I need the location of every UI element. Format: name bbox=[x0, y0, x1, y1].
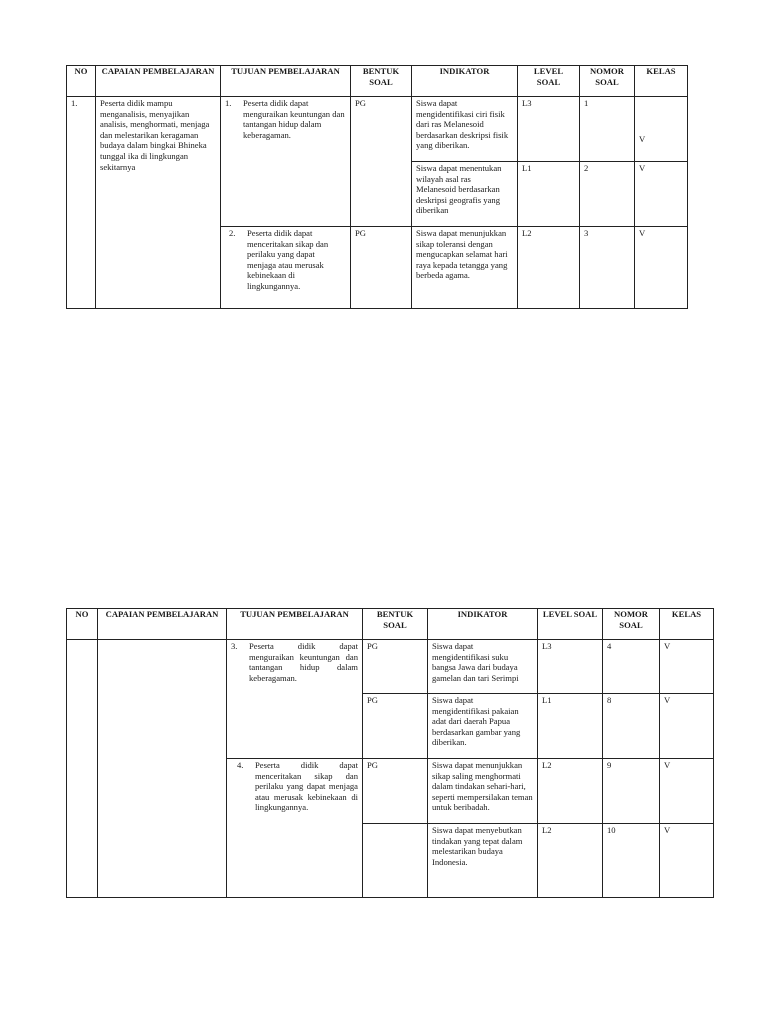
bentuk-soal bbox=[363, 824, 428, 898]
bentuk-soal: PG bbox=[363, 640, 428, 694]
nomor-soal: 9 bbox=[603, 759, 660, 824]
header-level: LEVEL SOAL bbox=[538, 609, 603, 640]
tujuan-text: Peserta didik dapat menceritakan sikap dan perilaku yang dapat menjaga atau merusak kebinekaan di lingkungannya. bbox=[247, 228, 329, 291]
header-tujuan: TUJUAN PEMBELAJARAN bbox=[221, 66, 351, 97]
tujuan-item bbox=[225, 228, 346, 292]
nomor-soal: 2 bbox=[580, 162, 635, 227]
nomor-soal: 4 bbox=[603, 640, 660, 694]
indikator-text: Siswa dapat menunjukkan sikap toleransi dengan mengucapkan selamat hari raya kepada tetangga yang berbeda agama. bbox=[412, 227, 518, 309]
level-soal: L2 bbox=[538, 824, 603, 898]
level-soal: L2 bbox=[538, 759, 603, 824]
header-row bbox=[67, 609, 714, 640]
indikator-text: Siswa dapat menyebutkan tindakan yang tepat dalam melestarikan budaya Indonesia. bbox=[428, 824, 538, 898]
bentuk-soal: PG bbox=[351, 97, 412, 227]
kelas: V bbox=[660, 694, 714, 759]
header-nomor: NOMOR SOAL bbox=[580, 66, 635, 97]
tujuan-cell bbox=[221, 97, 351, 227]
header-no: NO bbox=[67, 609, 98, 640]
header-bentuk: BENTUK SOAL bbox=[363, 609, 428, 640]
tujuan-number: 4. bbox=[237, 760, 244, 770]
tujuan-item bbox=[231, 760, 358, 813]
kelas: V bbox=[635, 227, 688, 309]
tujuan-cell bbox=[227, 640, 363, 759]
tujuan-cell bbox=[227, 759, 363, 898]
tujuan-item bbox=[225, 98, 346, 140]
nomor-soal: 1 bbox=[580, 97, 635, 162]
table-row bbox=[67, 97, 688, 162]
tujuan-number: 2. bbox=[229, 228, 236, 238]
kelas: V bbox=[660, 824, 714, 898]
indikator-text: Siswa dapat menentukan wilayah asal ras Melanesoid berdasarkan deskripsi geografis yang diberikan bbox=[412, 162, 518, 227]
header-capaian: CAPAIAN PEMBELAJARAN bbox=[98, 609, 227, 640]
tujuan-text: Peserta didik dapat menceritakan sikap dan perilaku yang dapat menjaga atau merusak kebinekaan di lingkungannya. bbox=[255, 760, 358, 813]
header-level: LEVEL SOAL bbox=[518, 66, 580, 97]
capaian-text bbox=[98, 640, 227, 898]
table-row bbox=[67, 640, 714, 694]
bentuk-soal: PG bbox=[363, 694, 428, 759]
header-bentuk: BENTUK SOAL bbox=[351, 66, 412, 97]
indikator-text: Siswa dapat menunjukkan sikap saling menghormati dalam tindakan sehari-hari, seperti mempersilakan teman untuk beribadah. bbox=[428, 759, 538, 824]
kelas: V bbox=[660, 759, 714, 824]
assessment-table-2 bbox=[66, 608, 714, 898]
nomor-soal: 3 bbox=[580, 227, 635, 309]
indikator-text: Siswa dapat mengidentifikasi suku bangsa Jawa dari budaya gamelan dan tari Serimpi bbox=[428, 640, 538, 694]
header-no: NO bbox=[67, 66, 96, 97]
capaian-text: Peserta didik mampu menganalisis, menyajikan analisis, menghormati, menjaga dan melestarikan keragaman budaya dalam bingkai Bhineka tunggal ika di lingkungan sekitarnya bbox=[96, 97, 221, 309]
tujuan-number: 1. bbox=[225, 98, 232, 108]
bentuk-soal: PG bbox=[351, 227, 412, 309]
level-soal: L3 bbox=[518, 97, 580, 162]
header-nomor: NOMOR SOAL bbox=[603, 609, 660, 640]
tujuan-item bbox=[231, 641, 358, 683]
nomor-soal: 8 bbox=[603, 694, 660, 759]
level-soal: L3 bbox=[538, 640, 603, 694]
header-capaian: CAPAIAN PEMBELAJARAN bbox=[96, 66, 221, 97]
kelas: V bbox=[660, 640, 714, 694]
nomor-soal: 10 bbox=[603, 824, 660, 898]
tujuan-number: 3. bbox=[231, 641, 238, 651]
header-tujuan: TUJUAN PEMBELAJARAN bbox=[227, 609, 363, 640]
level-soal: L2 bbox=[518, 227, 580, 309]
kelas: V bbox=[635, 162, 688, 227]
header-indikator: INDIKATOR bbox=[428, 609, 538, 640]
level-soal: L1 bbox=[538, 694, 603, 759]
assessment-table-1 bbox=[66, 65, 688, 309]
indikator-text: Siswa dapat mengidentifikasi ciri fisik dari ras Melanesoid berdasarkan deskripsi fisik yang diberikan. bbox=[412, 97, 518, 162]
tujuan-text: Peserta didik dapat menguraikan keuntungan dan tantangan hidup dalam keberagaman. bbox=[243, 98, 345, 140]
header-kelas: KELAS bbox=[660, 609, 714, 640]
bentuk-soal: PG bbox=[363, 759, 428, 824]
tujuan-text: Peserta didik dapat menguraikan keuntungan dan tantangan hidup dalam keberagaman. bbox=[249, 641, 358, 683]
row-number: 1. bbox=[67, 97, 96, 309]
kelas: V bbox=[635, 97, 688, 162]
tujuan-cell bbox=[221, 227, 351, 309]
header-row bbox=[67, 66, 688, 97]
indikator-text: Siswa dapat mengidentifikasi pakaian adat dari daerah Papua berdasarkan gambar yang diberikan. bbox=[428, 694, 538, 759]
level-soal: L1 bbox=[518, 162, 580, 227]
row-number bbox=[67, 640, 98, 898]
header-indikator: INDIKATOR bbox=[412, 66, 518, 97]
header-kelas: KELAS bbox=[635, 66, 688, 97]
